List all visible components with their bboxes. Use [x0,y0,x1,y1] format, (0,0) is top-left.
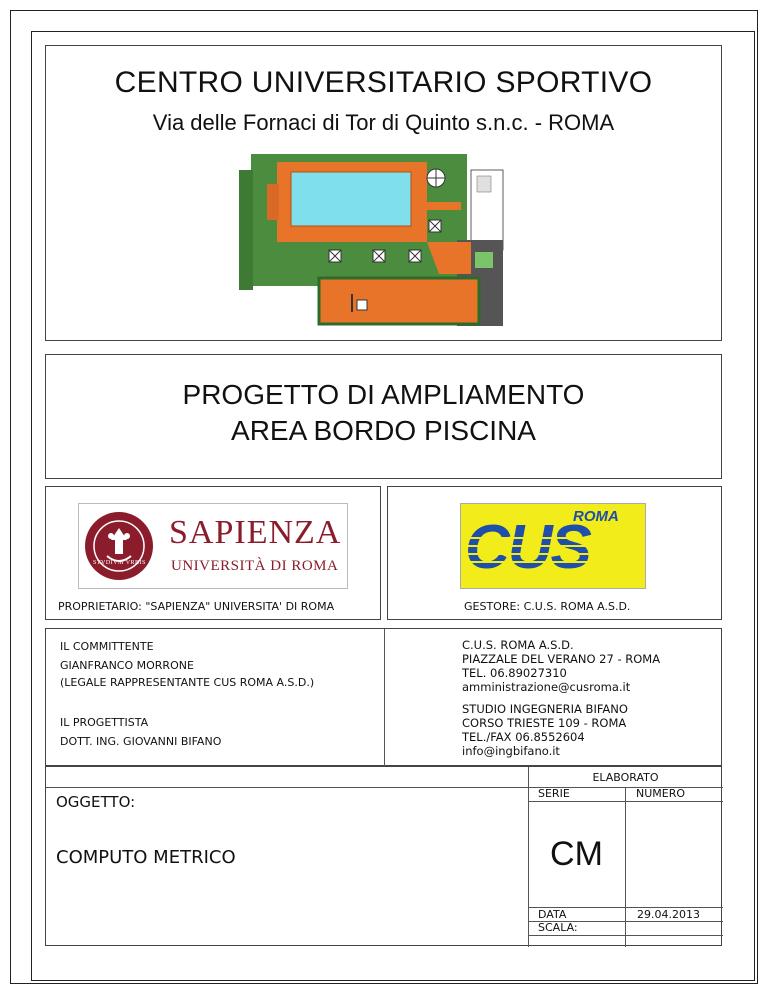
data-label: DATA [538,908,567,921]
cus-logo-text: CUS [465,513,590,582]
site-plan-image [239,150,507,330]
project-box [45,354,722,479]
cus-logo-tag: ROMA [573,508,619,525]
seal-text: STVDIVM VRBIS [93,560,146,566]
sapienza-subtitle: UNIVERSITÀ DI ROMA [171,558,339,574]
scala-label: SCALA: [538,921,578,934]
client-contact-email: amministrazione@cusroma.it [462,680,631,694]
client-role: IL COMMITTENTE [60,640,154,653]
sapienza-seal-icon [83,510,155,582]
client-contact-1: C.U.S. ROMA A.S.D. [462,638,574,652]
designer-contact-email: info@ingbifano.it [462,744,560,758]
address: Via delle Fornaci di Tor di Quinto s.n.c. - ROMA [152,110,615,135]
designer-contact-3: TEL./FAX 06.8552604 [462,730,585,744]
parties-box [45,628,722,766]
title-block-box [45,766,722,946]
subject-value: COMPUTO METRICO [56,847,236,868]
manager-box [387,486,722,620]
owner-box [45,486,381,620]
client-name: GIANFRANCO MORRONE [60,659,194,672]
client-contact-3: TEL. 06.89027310 [462,666,567,680]
cus-stripes-icon [461,504,646,589]
designer-name: DOTT. ING. GIOVANNI BIFANO [60,735,222,748]
top-rule [46,787,528,788]
designer-contact-2: CORSO TRIESTE 109 - ROMA [462,716,627,730]
subject-label: OGGETTO: [56,793,136,811]
main-title: CENTRO UNIVERSITARIO SPORTIVO [114,66,653,99]
numero-label: NUMERO [636,787,686,800]
header-box [45,45,722,341]
designer-contact-1: STUDIO INGEGNERIA BIFANO [462,702,628,716]
sapienza-logo [78,503,348,589]
parties-divider [384,629,385,767]
serie-value: CM [550,835,603,873]
manager-label: GESTORE: C.U.S. ROMA A.S.D. [464,600,631,613]
client-note: (LEGALE RAPPRESENTANTE CUS ROMA A.S.D.) [60,676,315,689]
project-title-line2: AREA BORDO PISCINA [231,415,536,446]
sapienza-name: SAPIENZA [169,514,342,551]
project-title-line1: PROGETTO DI AMPLIAMENTO [182,379,585,410]
client-contact-2: PIAZZALE DEL VERANO 27 - ROMA [462,652,661,666]
data-value: 29.04.2013 [637,908,700,921]
designer-role: IL PROGETTISTA [60,716,149,729]
owner-label: PROPRIETARIO: "SAPIENZA" UNIVERSITA' DI ROMA [58,600,335,613]
cus-logo [460,503,646,589]
elaborato-header: ELABORATO [592,771,659,784]
col-divider-numero [625,787,626,947]
serie-label: SERIE [538,787,570,800]
